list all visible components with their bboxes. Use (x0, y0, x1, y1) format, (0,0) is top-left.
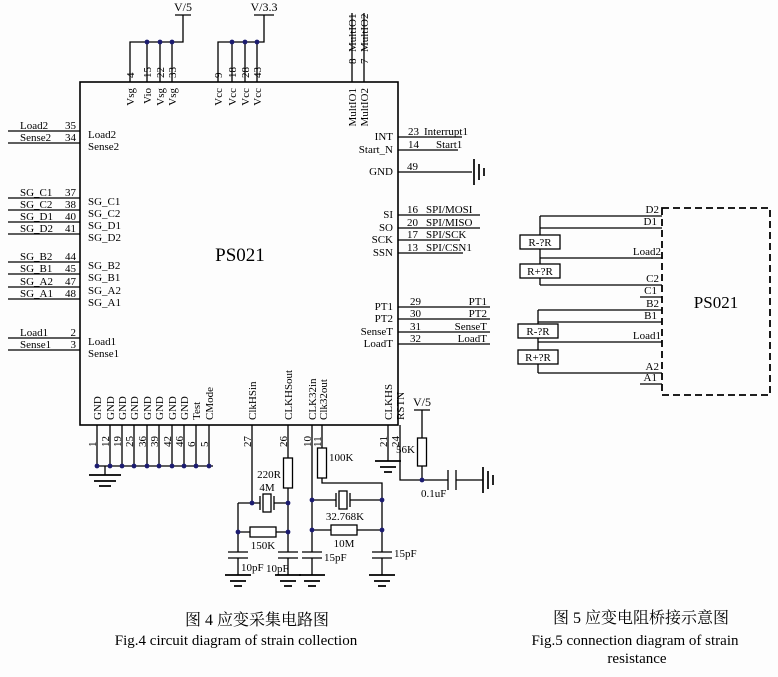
fig4-caption-en: Fig.4 circuit diagram of strain collection (114, 633, 358, 649)
resistor-56k (418, 438, 427, 466)
fig4-top-rail-v5 (125, 0, 192, 106)
junction-dot (194, 464, 199, 469)
pin-number: 31 (410, 321, 421, 333)
value-4m: 4M (259, 482, 275, 494)
bridge-pin-label: A1 (643, 372, 657, 384)
ground-symbol-main (89, 475, 121, 486)
pin-number: 15 (142, 67, 154, 78)
pin-inner-label: SenseT (360, 326, 393, 338)
pin-inner-label: MultIO1 (347, 88, 359, 127)
pin-inner-label: GND (92, 396, 104, 420)
junction-dot (286, 530, 291, 535)
fig4-bottom-gnd-pins (87, 387, 216, 486)
signal-label: SenseT (454, 321, 487, 333)
signal-label: Start1 (436, 139, 463, 151)
pin-inner-label: CLKHS (383, 383, 395, 420)
pin-net-label: Load1 (20, 327, 49, 339)
pin-net-label: SG_A1 (20, 288, 54, 300)
junction-dot (145, 40, 150, 45)
pin-number: 45 (65, 263, 76, 275)
junction-dot (236, 530, 241, 535)
resistor-100k (318, 448, 327, 478)
bridge-pin-label: D2 (645, 204, 659, 216)
value-10pf-a: 10pF (241, 562, 264, 574)
pin-inner-label: Load1 (88, 336, 117, 348)
value-56k: 56K (396, 444, 415, 456)
crystal-4m (263, 494, 271, 512)
pin-number: 18 (227, 67, 239, 78)
left-pin-wires (8, 131, 80, 350)
junction-dot (255, 40, 260, 45)
junction-dot (182, 464, 187, 469)
strain-resistor-label: R-?R (528, 237, 552, 249)
pin-inner-label: Sense2 (88, 141, 120, 153)
junction-dot (310, 528, 315, 533)
pin-inner-label: SG_D2 (88, 232, 122, 244)
pin-number: 44 (65, 251, 76, 263)
junction-dot (230, 40, 235, 45)
pin-number: 37 (65, 187, 76, 199)
signal-label: SPI/SCK (426, 229, 467, 241)
pin-net-label: SG_C1 (20, 187, 53, 199)
junction-dot (95, 464, 100, 469)
value-10pf-b: 10pF (266, 563, 289, 575)
pin-inner-label: SI (383, 209, 393, 221)
strain-resistor-label: R+?R (527, 266, 553, 278)
chip-label: PS021 (215, 245, 265, 266)
pin-inner-label: Vcc (227, 88, 239, 106)
pin-inner-label: SG_A2 (88, 285, 122, 297)
pin-number: 17 (407, 229, 418, 241)
crystal-32k (339, 491, 347, 509)
pin-inner-label: Vsg (155, 88, 167, 106)
pin-number: 42 (162, 436, 174, 447)
fig4-caption-zh: 图 4 应变采集电路图 (184, 612, 330, 629)
pin-number: 27 (242, 436, 254, 447)
pin-inner-label: MultIO2 (359, 88, 371, 127)
pin-number: 41 (65, 223, 76, 235)
pin-inner-label: SG_C2 (88, 208, 121, 220)
pin-number: 21 (378, 436, 390, 447)
value-01uf: 0.1uF (421, 488, 447, 500)
pin-net-label: SG_C2 (20, 199, 53, 211)
pin-number: 9 (213, 72, 225, 78)
ground-symbols-32k (299, 575, 395, 586)
signal-label: SPI/CSN1 (426, 242, 472, 254)
pin-number: 10 (302, 436, 314, 447)
pin-number: 48 (65, 288, 76, 300)
pin-number: 5 (199, 441, 211, 447)
junction-dot (170, 40, 175, 45)
pin-number: 2 (70, 327, 76, 339)
pin-inner-label: GND (369, 166, 393, 178)
junction-dot (120, 464, 125, 469)
resistor-150k (250, 527, 276, 537)
pin-number: 24 (390, 436, 402, 447)
pin-number: 38 (65, 199, 76, 211)
pin-inner-label: GND (129, 396, 141, 420)
fig5-caption-en-line2: resistance (607, 651, 667, 667)
pin-net-label: SG_B1 (20, 263, 53, 275)
junction-dot (380, 498, 385, 503)
fig4-left-pins (8, 120, 121, 360)
pin-number: 4 (125, 72, 137, 78)
pin-number: 8 (347, 58, 359, 64)
pin-number: 35 (65, 120, 76, 132)
pin-number: 30 (410, 308, 421, 320)
net-label-v5-pullup: V/5 (413, 395, 431, 409)
pin-number: 43 (252, 67, 264, 78)
pin-number: 11 (312, 436, 324, 447)
value-15pf-b: 15pF (394, 548, 417, 560)
fig4-chip (80, 82, 398, 425)
value-10m: 10M (333, 538, 355, 550)
value-32768k: 32.768K (325, 511, 365, 523)
pin-inner-label: SG_D1 (88, 220, 122, 232)
pin-number: 12 (100, 436, 112, 447)
junction-dot (158, 40, 163, 45)
pin-inner-label: SSN (372, 247, 393, 259)
pin-number: 1 (87, 441, 99, 447)
bridge-pin-label: A2 (645, 361, 659, 373)
bridge-pin-label: Load1 (632, 330, 661, 342)
pin-inner-label: PT1 (374, 301, 393, 313)
pin-net-label: SG_A2 (20, 276, 54, 288)
pin-number: 16 (407, 204, 418, 216)
pin-number: 26 (278, 436, 290, 447)
pin-inner-label: LoadT (363, 338, 393, 350)
resistor-10m (331, 525, 357, 535)
bridge-pin-label: D1 (643, 216, 657, 228)
pin-inner-label: SG_C1 (88, 196, 121, 208)
pin-net-label: Sense1 (20, 339, 52, 351)
pin-number: 20 (407, 217, 418, 229)
pin-inner-label: Clk32out (318, 379, 330, 420)
pin-number: 25 (124, 436, 136, 447)
junction-dot (108, 464, 113, 469)
pin-number: 29 (410, 296, 421, 308)
pin-inner-label: Start_N (358, 144, 393, 156)
value-220r: 220R (257, 469, 281, 481)
pin-inner-label: SG_B2 (88, 260, 121, 272)
ground-symbol-right (474, 159, 484, 185)
chip-label: PS021 (693, 293, 739, 312)
pin-inner-label: GND (154, 396, 166, 420)
junction-dot (145, 464, 150, 469)
signal-label: LoadT (457, 333, 487, 345)
pin-number: 28 (240, 67, 252, 78)
pin-inner-label: Vsg (167, 88, 179, 106)
pin-number: 23 (408, 126, 419, 138)
fig4-right-pins (359, 126, 490, 350)
pin-number: 33 (167, 67, 179, 78)
strain-resistor-label: R+?R (525, 352, 551, 364)
bridge-pin-label: C1 (644, 285, 657, 297)
pin-inner-label: CLK32in (307, 378, 319, 420)
pin-number: 22 (155, 67, 167, 78)
pin-inner-label: SG_B1 (88, 272, 121, 284)
pin-inner-label: Test (191, 401, 203, 420)
pin-net-label: Load2 (20, 120, 49, 132)
pin-net-label: SG_D2 (20, 223, 54, 235)
pin-inner-label: Load2 (88, 129, 117, 141)
bridge-pin-label: B2 (646, 298, 659, 310)
pin-inner-label: CMode (204, 387, 216, 420)
resistor-220r (284, 458, 293, 488)
value-150k: 150K (250, 540, 276, 552)
fig4-top-rail-v33 (213, 0, 278, 106)
fig4-bottom-clk-pins (242, 370, 407, 447)
pin-number: 3 (70, 339, 76, 351)
junction-dot (157, 464, 162, 469)
fig4-oscillator-4m (225, 425, 301, 586)
pin-number: 13 (407, 242, 418, 254)
pin-net-label: SG_B2 (20, 251, 53, 263)
pin-inner-label: Sense1 (88, 348, 120, 360)
fig5-caption-zh: 图 5 应变电阻桥接示意图 (552, 610, 730, 627)
junction-dot (243, 40, 248, 45)
pin-inner-label: Vcc (240, 88, 252, 106)
pin-net-label: SG_D1 (20, 211, 54, 223)
pin-number: 6 (186, 441, 198, 447)
ground-symbols-4m (225, 575, 301, 586)
junction-dot (286, 501, 291, 506)
figure-captions (115, 609, 739, 667)
pin-inner-label: GND (117, 396, 129, 420)
net-label-multio1: MultIO1 (347, 13, 359, 52)
junction-dot (380, 528, 385, 533)
pin-number: 46 (174, 436, 186, 447)
pin-number: 19 (112, 436, 124, 447)
junction-dot (170, 464, 175, 469)
bridge-pin-label: Load2 (632, 246, 661, 258)
signal-label: SPI/MOSI (426, 204, 473, 216)
pin-number: 49 (407, 161, 418, 173)
pin-number: 34 (65, 132, 76, 144)
pin-inner-label: SO (378, 222, 393, 234)
pin-number: 36 (137, 436, 149, 447)
pin-net-label: Sense2 (20, 132, 52, 144)
pin-inner-label: GND (167, 396, 179, 420)
pin-inner-label: Vcc (213, 88, 225, 106)
bridge-pin-label: C2 (646, 273, 659, 285)
signal-label: Interrupt1 (424, 126, 468, 138)
pin-inner-label: GND (105, 396, 117, 420)
net-label-multio2: MultIO2 (359, 13, 371, 52)
value-15pf-a: 15pF (324, 552, 347, 564)
junction-dot (250, 501, 255, 506)
pin-number: 32 (410, 333, 421, 345)
net-label-v5: V/5 (174, 0, 192, 14)
junction-dot (420, 478, 425, 483)
signal-label: SPI/MISO (426, 217, 473, 229)
fig5-caption-en-line1: Fig.5 connection diagram of strain (531, 633, 739, 649)
pin-inner-label: SCK (371, 234, 393, 246)
junction-dot (132, 464, 137, 469)
pin-inner-label: GND (142, 396, 154, 420)
signal-label: PT2 (468, 308, 487, 320)
pin-inner-label: Vio (142, 88, 154, 104)
pin-number: 14 (408, 139, 419, 151)
fig5-bridge-diagram (518, 204, 770, 395)
pin-inner-label: ClkHSin (247, 381, 259, 420)
junction-dot (207, 464, 212, 469)
bridge-pin-label: B1 (644, 310, 657, 322)
net-label-v33: V/3.3 (250, 0, 278, 14)
pin-inner-label: GND (179, 396, 191, 420)
pin-inner-label: CLKHSout (283, 369, 295, 420)
pin-number: 47 (65, 276, 76, 288)
pin-inner-label: RSTN (395, 391, 407, 420)
junction-dot (310, 498, 315, 503)
value-100k: 100K (329, 452, 354, 464)
pin-inner-label: SG_A1 (88, 297, 122, 309)
strain-resistor-label: R-?R (526, 326, 550, 338)
pin-inner-label: INT (374, 131, 393, 143)
pin-inner-label: PT2 (374, 313, 393, 325)
fig4-multio-pins (347, 13, 371, 127)
pin-number: 39 (149, 436, 161, 447)
signal-label: PT1 (468, 296, 487, 308)
pin-inner-label: Vcc (252, 88, 264, 106)
pin-number: 40 (65, 211, 76, 223)
pin-inner-label: Vsg (125, 88, 137, 106)
pin-number: 7 (359, 58, 371, 64)
